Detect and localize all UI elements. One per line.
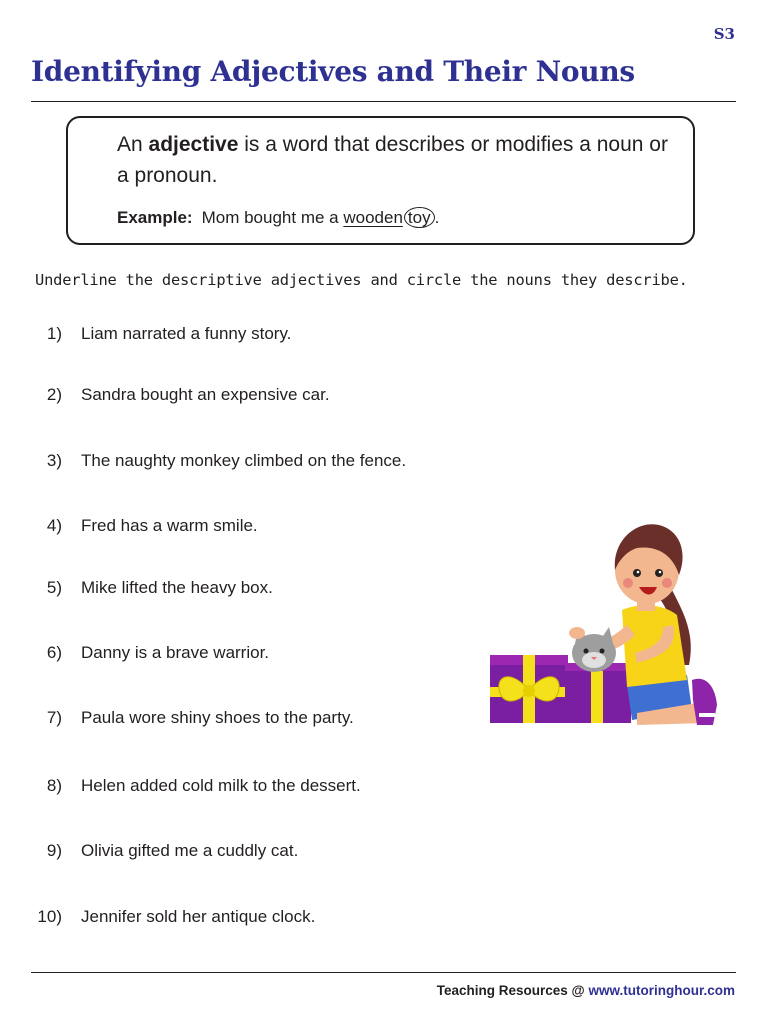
item-sentence: Olivia gifted me a cuddly cat. xyxy=(81,841,299,860)
worksheet-code: S3 xyxy=(713,25,735,43)
footer-divider xyxy=(31,972,736,973)
item-number: 10) xyxy=(37,907,62,926)
definition-prefix: An xyxy=(117,133,143,156)
item-number: 4) xyxy=(46,516,62,535)
item-sentence: Liam narrated a funny story. xyxy=(81,324,292,343)
definition-rest: is a word that describes or modifies a noun or a pronoun. xyxy=(117,133,668,187)
item-sentence: Mike lifted the heavy box. xyxy=(81,578,273,597)
item-sentence: Jennifer sold her antique clock. xyxy=(81,907,316,926)
title-divider xyxy=(31,101,736,102)
example-adjective: wooden xyxy=(343,208,403,227)
item-sentence: The naughty monkey climbed on the fence. xyxy=(81,451,407,470)
example-sentence-start: Mom bought me a xyxy=(201,208,339,227)
item-sentence: Fred has a warm smile. xyxy=(81,516,258,535)
definition-box xyxy=(66,116,695,245)
footer-label: Teaching Resources @ xyxy=(436,983,585,998)
item-sentence: Helen added cold milk to the dessert. xyxy=(81,776,361,795)
girl-with-gift-box-and-kitten-icon xyxy=(487,515,723,727)
footer-site-link[interactable]: www.tutoringhour.com xyxy=(588,983,735,998)
item-number: 5) xyxy=(46,578,62,597)
definition-term: adjective xyxy=(148,133,239,156)
item-number: 3) xyxy=(46,451,62,470)
item-sentence: Danny is a brave warrior. xyxy=(81,643,270,662)
item-number: 1) xyxy=(46,324,62,343)
example-label: Example: xyxy=(117,208,193,227)
footer xyxy=(437,983,735,998)
definition-text xyxy=(117,129,677,191)
example-noun: toy xyxy=(404,207,435,228)
item-sentence: Paula wore shiny shoes to the party. xyxy=(81,708,354,727)
item-number: 9) xyxy=(46,841,62,860)
page-title: Identifying Adjectives and Their Nouns xyxy=(31,55,635,88)
example-end: . xyxy=(434,208,440,227)
example-line xyxy=(117,207,439,228)
item-sentence: Sandra bought an expensive car. xyxy=(81,385,330,404)
item-number: 6) xyxy=(46,643,62,662)
item-number: 7) xyxy=(46,708,62,727)
item-number: 8) xyxy=(46,776,62,795)
instruction-text: Underline the descriptive adjectives and circle the nouns they describe. xyxy=(35,271,688,289)
item-number: 2) xyxy=(46,385,62,404)
